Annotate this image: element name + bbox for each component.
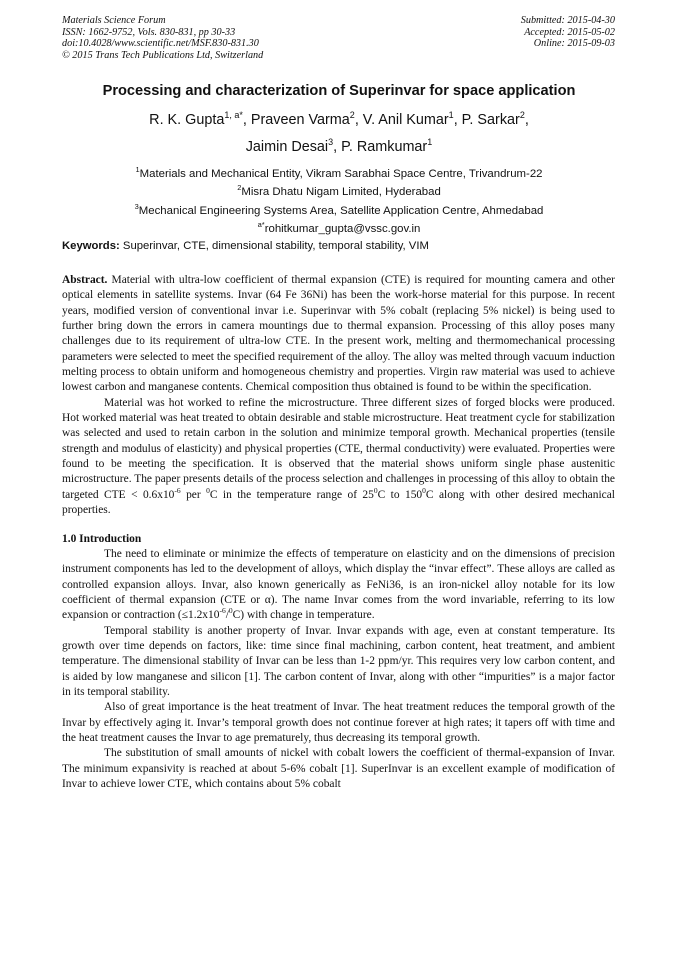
abstract-text: Material with ultra-low coefficient of thermal expansion (CTE) is required for mounting camera and other optical elements in satellite systems. Invar (64 Fe 36Ni) has been the work-horse material for this purpose. In recent years, modified version of conventional invar i.e. Superinvar with 5% cobalt (replacing 5% nickel) is being used to further bring down the errors in camera mountings due to thermal expansion. Processing of this alloy poses many challenges due to its requirement of ultra-low CTE. In the present work, melting and thermomechanical processing parameters were selected to meet the specified requirement of the alloy. The alloy was melted through vacuum induction melting process to obtain uniform and homogeneous chemistry and properties. Virgin raw material was used to achieve lowest carbon and manganese contents. Chemical composition thus obtained is found to be within the specification. [62,274,615,394]
publication-info [62,15,263,61]
abstract-text: C to 150 [377,488,423,501]
affiliation-text: Materials and Mechanical Entity, Vikram Sarabhai Space Centre, Trivandrum-22 [139,167,543,180]
author-affiliation-mark: 1, a* [224,110,243,120]
intro-paragraph-2: Temporal stability is another property of Invar. Invar expands with age, even at constant temperature. Its growth over time depends on factors, like: time since final machining, carbon content, heat treatment, and ambient temperature. The dimensional stability of Invar can be less than 1-2 ppm/yr. This requires very low carbon content, and is aided by low manganese and silicon [1]. The carbon content of Invar, along with other “impurities” is a major factor in its temporal stability. [62,624,615,698]
superscript: 0 [228,606,233,616]
intro-text: / [225,609,229,622]
keywords-label: Keywords: [62,240,120,252]
paper-body [62,273,615,792]
author-affiliation-mark: 2 [519,110,525,120]
abstract-text: C along with other desired mechanical properties. [62,488,615,517]
author-name: Jaimin Desai [245,138,329,155]
author-name: , P. Ramkumar [333,138,428,155]
author-affiliation-mark: 1 [448,110,454,120]
superscript: 0 [422,486,426,495]
keywords-text: Superinvar, CTE, dimensional stability, temporal stability, VIM [119,240,429,252]
abstract-text: per [180,488,207,501]
author-affiliation-mark: 3 [328,137,334,147]
author-affiliation-mark: 2 [349,110,355,120]
doi-line: doi:10.4028/www.scientific.net/MSF.830-831.30 [62,38,259,50]
author-affiliation-mark: 1 [427,137,433,147]
author-separator: , [524,111,529,128]
affiliation-text: Mechanical Engineering Systems Area, Satellite Application Centre, Ahmedabad [138,204,544,217]
affiliation-1 [40,163,638,181]
affiliations [40,163,638,237]
intro-paragraph-1 [62,547,615,624]
affiliation-mark: 3 [134,201,139,211]
superscript: 0 [373,486,378,495]
intro-text: C) with change in temperature. [232,609,375,622]
affiliation-mark: 2 [237,183,242,193]
superscript: -6 [219,606,226,616]
keywords [62,240,614,252]
author-line-1 [40,110,638,128]
affiliation-3 [40,200,638,218]
author-name: , P. Sarkar [453,111,520,128]
abstract-paragraph-1 [62,273,615,396]
abstract-label: Abstract. [62,274,108,286]
author-line-2 [40,137,638,155]
abstract-paragraph-2 [62,396,615,519]
section-heading-introduction: 1.0 Introduction [62,532,142,545]
affiliation-mark: 1 [135,165,140,174]
author-name: R. K. Gupta [149,111,225,128]
copyright-line: © 2015 Trans Tech Publications Ltd, Switzerland [62,49,264,61]
abstract-text: C in the temperature range of 25 [209,488,374,501]
paper-title: Processing and characterization of Superinvar for space application [102,83,576,99]
corresponding-email [40,218,638,236]
intro-text: The need to eliminate or minimize the effects of temperature on elasticity and on the dimensions of precision instrument components has led to the development of alloys, which display the “invar effect”. These alloys are called as controlled expansion alloys. Invar, also known generically as FeNi36, is an iron-nickel alloy notable for its low coefficient of thermal expansion (CTE or α). The name Invar comes from the word invariable, referring to its low expansion or contraction (≤1.2x10 [62,547,615,622]
intro-paragraph-3: Also of great importance is the heat treatment of Invar. The heat treatment reduces the temporal growth of the Invar by effectively aging it. Invar’s temporal growth does not continue forever at high rates; it tapers off with time and the heat treatment causes the Invar to age prematurely, thus decreasing its temporal growth. [62,701,615,744]
publication-dates [521,15,615,50]
affiliation-2 [40,181,638,199]
affiliation-text: Misra Dhatu Nigam Limited, Hyderabad [241,186,441,199]
superscript: -6 [174,486,181,495]
submitted-date: Submitted: 2015-04-30 [520,15,615,26]
superscript: 0 [206,486,210,495]
accepted-date: Accepted: 2015-05-02 [524,26,615,38]
author-name: , V. Anil Kumar [354,111,449,128]
affiliation-mark: a* [257,220,265,230]
abstract-text: Material was hot worked to refine the microstructure. Three different sizes of forged blocks were produced. Hot worked material was heat treated to obtain desirable and stable microstructure. Heat treatment cycle for stabilization was selected and used to retain carbon in the solution and minimize temporal growth. Mechanical properties (tensile strength and modulus of elasticity) and physical properties (CTE, thermal conductivity) were evaluated. Properties were found to be meeting the specification. It is observed that the material shows uniform single phase austenitic microstructure. The paper presents details of the process selection and challenges in processing of this alloy to obtain the targeted CTE < 0.6x10 [62,396,615,501]
issn-line: ISSN: 1662-9752, Vols. 830-831, pp 30-33 [62,26,236,38]
journal-name: Materials Science Forum [62,15,166,26]
online-date: Online: 2015-09-03 [533,38,615,50]
author-name: , Praveen Varma [242,111,350,128]
email-text: rohitkumar_gupta@vssc.gov.in [264,222,421,235]
intro-paragraph-4: The substitution of small amounts of nickel with cobalt lowers the coefficient of thermal-expansion of Invar. The minimum expansivity is reached at about 5-6% cobalt [1]. SuperInvar is an excellent example of modification of Invar to achieve lower CTE, which contains about 5% cobalt [62,747,615,790]
